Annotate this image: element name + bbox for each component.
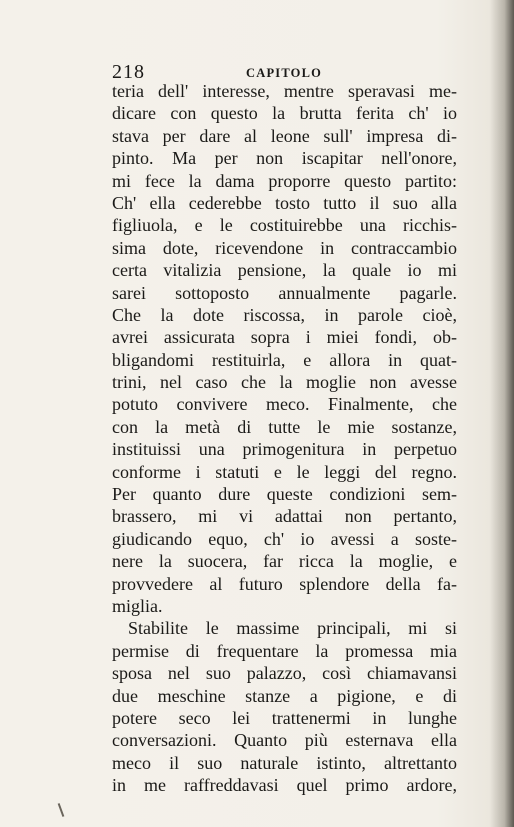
text-line: Ch' ella cederebbe tosto tutto il suo alla [112,192,457,213]
paper-speck [58,803,65,817]
text-line: sarei sottoposto annualmente pagarle. [112,282,457,303]
body-text [112,80,457,797]
text-line: giudicando equo, ch' io avessi a soste- [112,528,457,549]
text-line: certa vitalizia pensione, la quale io mi [112,260,457,281]
text-line: trini, nel caso che la moglie non avesse [112,372,457,393]
text-line: conforme i statuti e le leggi del regno. [112,461,457,482]
text-line: meco il suo naturale istinto, altrettanto [112,752,457,773]
text-line: mi fece la dama proporre questo partito: [112,170,457,191]
text-line: Che la dote riscossa, in parole cioè, [112,304,457,325]
text-line: provvedere al futuro splendore della fa- [112,573,457,594]
page-edge-shadow [490,0,514,827]
text-line: avrei assicurata sopra i miei fondi, ob- [112,327,457,348]
text-line: sposa nel suo palazzo, così chiamavansi [112,663,457,684]
text-line: conversazioni. Quanto più esternava ella [112,730,457,751]
text-line: con la metà di tutte le mie sostanze, [112,416,457,437]
text-line: stava per dare al leone sull' impresa di- [112,125,457,146]
text-line: permise di frequentare la promessa mia [112,640,457,661]
running-head [112,62,457,82]
text-line: teria dell' interesse, mentre speravasi me- [112,81,457,101]
text-line: pinto. Ma per non iscapitar nell'onore, [112,148,457,169]
text-line: instituissi una primogenitura in perpetuo [112,439,457,460]
chapter-heading: CAPITOLO [246,66,323,80]
text-line: dicare con questo la brutta ferita ch' io [112,103,457,124]
text-line: nere la suocera, far ricca la moglie, e [112,551,457,572]
text-line: due meschine stanze a pigione, e di [112,685,457,706]
text-line: in me raffreddavasi quel primo ardore, [112,775,457,796]
text-line: sima dote, ricevendone in contraccambio [112,237,457,258]
text-line: brassero, mi vi adattai non pertanto, [112,506,457,527]
text-line: figliuola, e le costituirebbe una ricchis- [112,215,457,236]
text-line: bligandomi restituirla, e allora in quat- [112,349,457,370]
text-line: miglia. [112,595,163,616]
text-line: potuto convivere meco. Finalmente, che [112,394,457,415]
text-line: potere seco lei trattenermi in lunghe [112,707,457,728]
text-line: Per quanto dure queste condizioni sem- [112,484,457,505]
text-line: Stabilite le massime principali, mi si [128,618,457,639]
page-number: 218 [112,61,145,83]
